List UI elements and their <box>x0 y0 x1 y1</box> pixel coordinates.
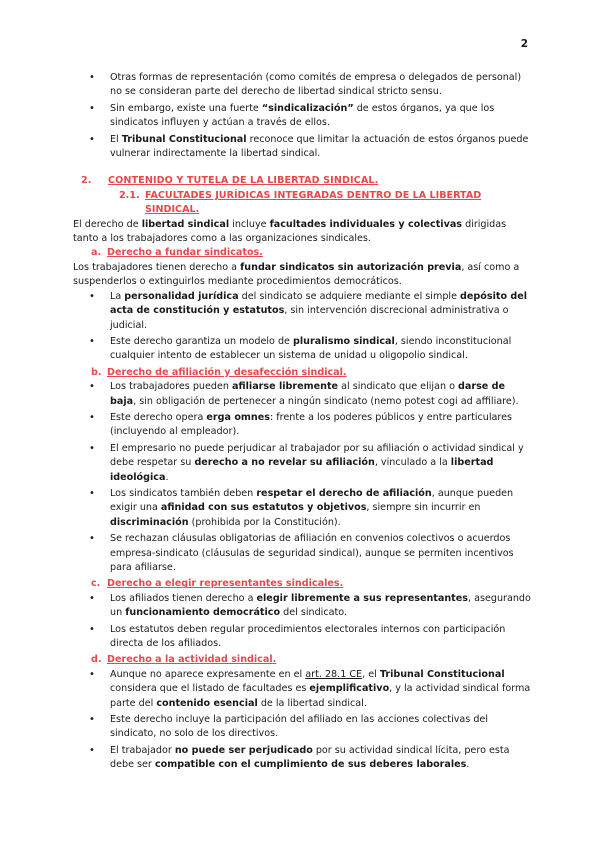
article-link[interactable]: art. 28.1 CE <box>305 668 363 680</box>
subsection-heading: 2.1. FACULTADES JURÍDICAS INTEGRADAS DENTRO DE LA LIBERTAD SINDICAL. <box>119 189 482 216</box>
list-item: • Este derecho incluye la participación del afiliado en las acciones colectivas del sindicato, no solo de los directivos. <box>73 713 531 742</box>
list-item: • Sin embargo, existe una fuerte “sindicalización” de estos órganos, ya que los sindicatos influyen y actúan a través de ellos. <box>73 102 531 131</box>
list-item: • Los sindicatos también deben respetar el derecho de afiliación, aunque pueden exigir una afinidad con sus estatutos y objetivos, siempre sin incurrir en discriminación (prohibida por la Constitución). <box>73 487 531 530</box>
list-item: • Se rechazan cláusulas obligatorias de afiliación en convenios colectivos o acuerdos empresa-sindicato (cláusulas de seguridad sindical), aunque se permiten incentivos para afiliarse. <box>73 532 531 575</box>
bullet-list <box>73 592 531 652</box>
list-item: • El trabajador no puede ser perjudicado por su actividad sindical lícita, pero esta debe ser compatible con el cumplimiento de sus deberes laborales. <box>73 744 531 773</box>
subheading-b: b. Derecho de afiliación y desafección sindical. <box>91 366 347 378</box>
list-item: • El Tribunal Constitucional reconoce que limitar la actuación de estos órganos puede vulnerar indirectamente la libertad sindical. <box>73 133 531 162</box>
list-item: • Aunque no aparece expresamente en el art. 28.1 CE, el Tribunal Constitucional considera que el listado de facultades es ejemplificativo, y la actividad sindical forma parte del contenido esencial de la libertad sindical. <box>73 668 531 711</box>
list-item: • Otras formas de representación (como comités de empresa o delegados de personal) no se consideran parte del derecho de libertad sindical stricto sensu. <box>73 71 531 100</box>
intro-paragraph: El derecho de libertad sindical incluye facultades individuales y colectivas dirigidas tanto a los trabajadores como a las organizaciones sindicales. <box>73 218 507 245</box>
list-item: • Los afiliados tienen derecho a elegir libremente a sus representantes, asegurando un funcionamiento democrático del sindicato. <box>73 592 531 621</box>
bullet-list <box>73 380 531 575</box>
list-item: • El empresario no puede perjudicar al trabajador por su afiliación o actividad sindical y debe respetar su derecho a no revelar su afiliación, vinculado a la libertad ideológica. <box>73 442 531 485</box>
section-heading: 2. CONTENIDO Y TUTELA DE LA LIBERTAD SINDICAL. <box>81 175 379 187</box>
subheading-d: d. Derecho a la actividad sindical. <box>91 654 277 666</box>
document-body <box>73 71 531 775</box>
intro-bullet-list <box>73 71 531 161</box>
list-item: • Los estatutos deben regular procedimientos electorales internos con participación directa de los afiliados. <box>73 623 531 652</box>
page-number: 2 <box>520 38 528 50</box>
list-item: • Este derecho opera erga omnes: frente a los poderes públicos y entre particulares (incluyendo al empleador). <box>73 411 531 440</box>
bullet-list <box>73 290 531 364</box>
subheading-a: a. Derecho a fundar sindicatos. <box>91 247 263 259</box>
list-item: • Este derecho garantiza un modelo de pluralismo sindical, siendo inconstitucional cualquier intento de establecer un sistema de unidad u oligopolio sindical. <box>73 335 531 364</box>
list-item: • La personalidad jurídica del sindicato se adquiere mediante el simple depósito del acta de constitución y estatutos, sin intervención discrecional administrativa o judicial. <box>73 290 531 333</box>
paragraph: Los trabajadores tienen derecho a fundar sindicatos sin autorización previa, así como a suspenderlos o extinguirlos mediante procedimientos democráticos. <box>73 261 520 288</box>
subheading-c: c. Derecho a elegir representantes sindicales. <box>91 578 344 590</box>
list-item: • Los trabajadores pueden afiliarse libremente al sindicato que elijan o darse de baja, sin obligación de pertenecer a ningún sindicato (nemo potest cogi ad affiliare). <box>73 380 531 409</box>
bullet-list <box>73 668 531 773</box>
